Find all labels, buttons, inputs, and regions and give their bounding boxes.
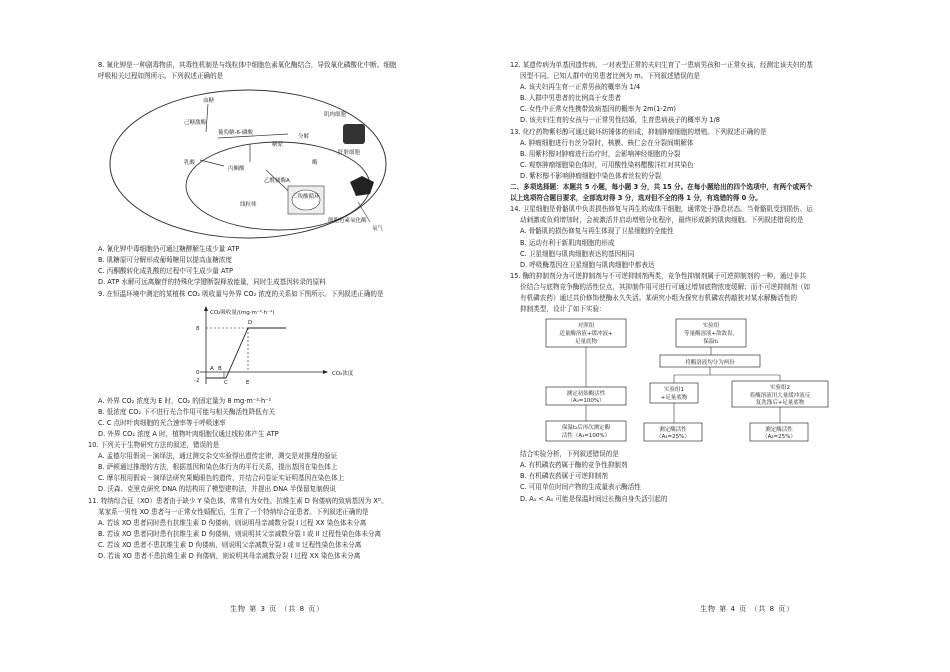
fig-acetylcoa: 乙酰辅酶A [264, 178, 290, 185]
q10-option-a: A. 孟德尔用假说－演绎法，通过测交杂交实验得出遗传定律，测交是对推理的验证 [98, 452, 338, 461]
flow-measure-a0: （A₀=100%） [567, 398, 605, 405]
q15-option-d: D. A₁ < A₀ 可能是保温时间过长酶自身失活引起的 [520, 494, 668, 503]
q9-xlabel: CO₂浓度 [332, 370, 354, 377]
flow-result-2a: 测定酶活性 [659, 427, 687, 434]
q11-option-d: D. 若该 XO 患者不患抗维生素 D 佝偻病，则说明其母亲减数分裂 I 过程 XX 染色体未分离 [98, 551, 361, 560]
fig-enzyme-b: 酶 [312, 160, 318, 167]
q12-stem-2: 因型不同。已知人群中的男患者比例为 m。下列叙述错误的是 [520, 72, 700, 81]
flow-measure-initial: 测定初始酶活性 [566, 391, 606, 398]
q11-stem-2: 某家系一男性 XO 患者与一正常女性婚配后，生育了一个特纳综合征患者。下列叙述正确的是 [98, 507, 369, 516]
right-page [510, 60, 890, 505]
q9-option-d: D. 外界 CO₂ 浓度 A 时，植物叶肉细胞仅通过线粒体产生 ATP [98, 429, 279, 438]
q14-option-a: A. 骨骼肌的损伤修复与再生体现了卫星细胞的全能性 [520, 227, 674, 236]
q9-point-a: A [210, 365, 214, 372]
flow-exp2-substrate: 复洗涤后+足量底物 [755, 400, 805, 407]
left-page-footer: 生物 第 3 页 （共 8 页） [230, 605, 325, 613]
q9-ylabel: CO₂吸收量/(mg·m⁻²·h⁻¹) [210, 309, 275, 316]
q14-option-d: D. 呼吸酶基因在卫星细胞与肌肉细胞中都表达 [520, 260, 655, 269]
flow-result-3b: （A₃=25%） [762, 434, 796, 441]
flow-result-3a: 测定酶活性 [765, 427, 793, 434]
q13-stem: 13. 化疗药物紫杉醇可通过破坏纺锤体的形成，抑制肿瘤细胞的增殖。下列叙述正确的是 [510, 127, 767, 136]
q12-option-a: A. 该夫妇再生育一正常男孩的概率为 1/4 [520, 83, 641, 92]
fig-liver-cell: 肝脏细胞 [338, 150, 361, 157]
fig-lactate: 乳酸 [184, 160, 196, 167]
q14-option-b: B. 运动有利于新肌肉细胞的形成 [520, 238, 615, 247]
q12-option-d: D. 该夫妇生育的女孩与一正常男性结婚，生育患病孩子的概率为 1/8 [520, 116, 721, 125]
q15-flowchart-svg [510, 315, 890, 449]
q9-point-e: E [246, 379, 250, 386]
section-2-header-1: 二、多项选择题：本题共 5 小题，每小题 3 分，共 15 分。在每小题给出的四个选项中，有两个或两个 [510, 183, 813, 192]
fig-mitochondrion: 线粒体 [240, 202, 257, 209]
q14-stem-1: 14. 卫星细胞是骨骼肌中负责损伤修复与再生的成体干细胞，通常处于静息状态。当骨骼肌受到损伤、运 [510, 205, 813, 214]
q15-stem-2: 价结合与底物竞争酶的活性位点，其抑制作用可进行可通过增加底物浓度缓解；而不可逆抑制剂（如 [520, 282, 811, 291]
flow-control-title: 对照组 [577, 323, 595, 330]
flow-exp-line2: 等量酶溶液+敌敌畏， [683, 331, 739, 338]
q13-option-d: D. 紫杉醇不影响肿瘤细胞中染色体着丝粒的分裂 [520, 171, 662, 180]
flow-result-1a: 保温t₂后再次测定酶 [561, 425, 611, 432]
q15-flowchart [510, 315, 890, 449]
fig-muscle-cell: 肌肉细胞 [324, 112, 347, 119]
q8-option-b: B. 肌糖原可分解形成葡萄糖用以提高血糖浓度 [98, 256, 232, 265]
q10-option-c: C. 摩尔根用假说－演绎法研究果蝇眼色的遗传，并结合问卷证实证明基因在染色体上 [98, 474, 345, 483]
q8-option-c: C. 丙酮酸转化成乳酸的过程中可生成少量 ATP [98, 267, 233, 276]
q9-option-b: B. 低浓度 CO₂ 下不进行光合作用可能与相关酶活性降低有关 [98, 407, 275, 416]
q13-option-c: C. 观察肿瘤细胞染色体时，可用酸性染料醋酸洋红对其染色 [520, 160, 694, 169]
q8-respiration-diagram [88, 82, 460, 244]
q11-option-c: C. 若该 XO 患者不患抗维生素 D 佝偻病，则说明父亲减数分裂 I 或 II 过程性染色体未分离 [98, 540, 362, 549]
q9-co2-graph [88, 300, 460, 396]
q15-stem-4: 抑制类型，设计了如下实验： [520, 305, 606, 314]
flow-exp1-title: 实验组1 [664, 387, 684, 394]
fig-tca: 三羧酸循环 [292, 194, 320, 201]
q13-option-a: A. 肿瘤细胞进行有丝分裂时，核膜、核仁会在分裂间期解体 [520, 138, 694, 147]
q8-stem-2: 呼吸相关过程如图所示。下列叙述正确的是 [98, 72, 224, 81]
q12-stem-1: 12. 某遗传病为单基因遗传病，一对表型正常的夫妇生育了一患病男孩和一正常女孩，经测定该夫妇的基 [510, 61, 813, 69]
flow-exp2-title: 实验组2 [770, 385, 790, 392]
flow-exp-line3: 保温t₁ [703, 339, 719, 346]
fig-glucose: 血糖 [203, 98, 215, 105]
q11-stem-1: 11. 特纳综合征（XO）患者由于缺少 Y 染色体，常常有为女性。抗维生素 D 佝偻病的致病基因为 Xᴰ。 [88, 496, 388, 505]
flow-result-2b: （A₂=25%） [656, 434, 690, 441]
q10-stem: 10. 下列关于生物研究方法的叙述，错误的是 [88, 441, 220, 450]
q13-option-b: B. 用紫杉醇对肿瘤进行治疗时，会影响神经细胞的分裂 [520, 149, 681, 158]
fig-glycogen: 糖原 [272, 142, 284, 149]
q12-option-b: B. 人群中男患者的比例高于女患者 [520, 94, 622, 103]
q15-option-a: A. 有机磷农药属于酶的竞争性抑制剂 [520, 461, 628, 470]
q11-option-b: B. 若该 XO 患者同时患有抗维生素 D 佝偻病，则说明其父亲减数分裂 I 或 II 过程性染色体未分离 [98, 529, 382, 538]
q8-option-d: D. ATP 水解可远离腺苷的特殊化学键断裂释放能量，同时生成基因转录的原料 [98, 278, 326, 287]
q15-option-b: B. 有机磷农药属于可逆抑制剂 [520, 472, 608, 481]
q11-option-a: A. 若该 XO 患者同时患有抗维生素 D 佝偻病，则说明母亲减数分裂 I 过程 XX 染色体未分离 [98, 518, 367, 527]
fig-cytochrome: 细胞色素氧化酶 [328, 218, 367, 225]
q9-option-a: A. 外界 CO₂ 浓度为 E 时，CO₂ 的固定量为 8 mg·m⁻²·h⁻¹ [98, 396, 272, 405]
q9-tick-0: 0 [196, 369, 200, 376]
flow-exp1-substrate: +足量底物 [660, 395, 688, 402]
flow-control-line2: 适量酶溶液+缓冲液+ [559, 331, 613, 338]
left-page [88, 60, 460, 562]
q9-point-b: B [218, 365, 222, 372]
q14-option-c: C. 卫星细胞与肌肉细胞表达的基因相同 [520, 249, 635, 258]
q9-point-c: C [224, 379, 228, 386]
q9-graph-svg [88, 300, 460, 396]
flow-exp2-wash: 将酶溶液用大量缓冲液反 [749, 393, 811, 400]
q9-point-d: D [248, 319, 253, 326]
q10-option-d: D. 沃森、克里克研究 DNA 的结构用了模型建构法，并提出 DNA 半保留复制假说 [98, 485, 336, 494]
flow-split: 将酶溶液均分为两份 [685, 360, 735, 367]
q8-option-a: A. 氰化钾中毒细胞仍可通过糖酵解生成少量 ATP [98, 245, 240, 254]
fig-pyruvate: 丙酮酸 [228, 166, 245, 173]
q15-option-c: C. 可用单位时间产物的生成量表示酶活性 [520, 483, 641, 492]
q15-stem-1: 15. 酶的抑制剂分为可逆抑制剂与不可逆抑制剂两类，竞争性抑制剂属于可逆抑制剂的一种，通过非共 [510, 271, 807, 280]
fig-oxygen: 氧气 [372, 226, 384, 233]
fig-g6p: 葡萄糖-6-磷酸 [218, 130, 253, 137]
flow-result-1b: 活性（A₁=100%） [561, 433, 611, 440]
right-page-footer: 生物 第 4 页 （共 8 页） [700, 605, 795, 613]
q9-tick-neg2: -2 [194, 377, 200, 384]
q8-stem-1: 8. 氰化钾是一种剧毒物质，其毒性机制是与线粒体中细胞色素氧化酶结合，导致氧化磷酸化中断。细胞 [98, 61, 397, 69]
q8-diagram-svg [88, 82, 460, 244]
q12-option-c: C. 女性中正常女性携带致病基因的概率为 2m(1-2m) [520, 105, 676, 114]
fig-enzyme-a: 己糖激酶 [184, 120, 207, 127]
flow-control-line3: 足量底物 [574, 339, 598, 346]
q14-stem-2: 动刺激或负荷增加时，会被激活并启动增殖分化程序，最终形成新的肌肉细胞。下列叙述错误的是 [520, 216, 804, 225]
q15-stem-3: 有机磷农药）通过共价修饰使酶永久失活。某研究小组为探究有机磷农药敲狭对某水解酶活性的 [520, 293, 797, 302]
section-2-header-2: 以上选项符合题目要求，全部选对得 3 分，选对但不全的得 1 分，有选错的得 0 分。 [510, 194, 762, 203]
q10-option-b: B. 萨顿通过推理的方法，根据基因和染色体行为的平行关系，提出基因在染色体上 [98, 463, 338, 472]
q9-option-c: C. C 点时叶肉细胞的光合速率等于呼吸速率 [98, 418, 226, 427]
q9-tick-8: 8 [196, 325, 200, 332]
q15-after-text: 结合实验分析，下列叙述错误的是 [520, 450, 619, 459]
q9-stem: 9. 在恒温环境中测定的某植株 CO₂ 吸收量与外界 CO₂ 浓度的关系如下图所示。下列叙述正确的是 [98, 289, 384, 298]
fig-decompose: 分解 [298, 134, 310, 141]
flow-exp-title: 实验组 [702, 323, 720, 330]
